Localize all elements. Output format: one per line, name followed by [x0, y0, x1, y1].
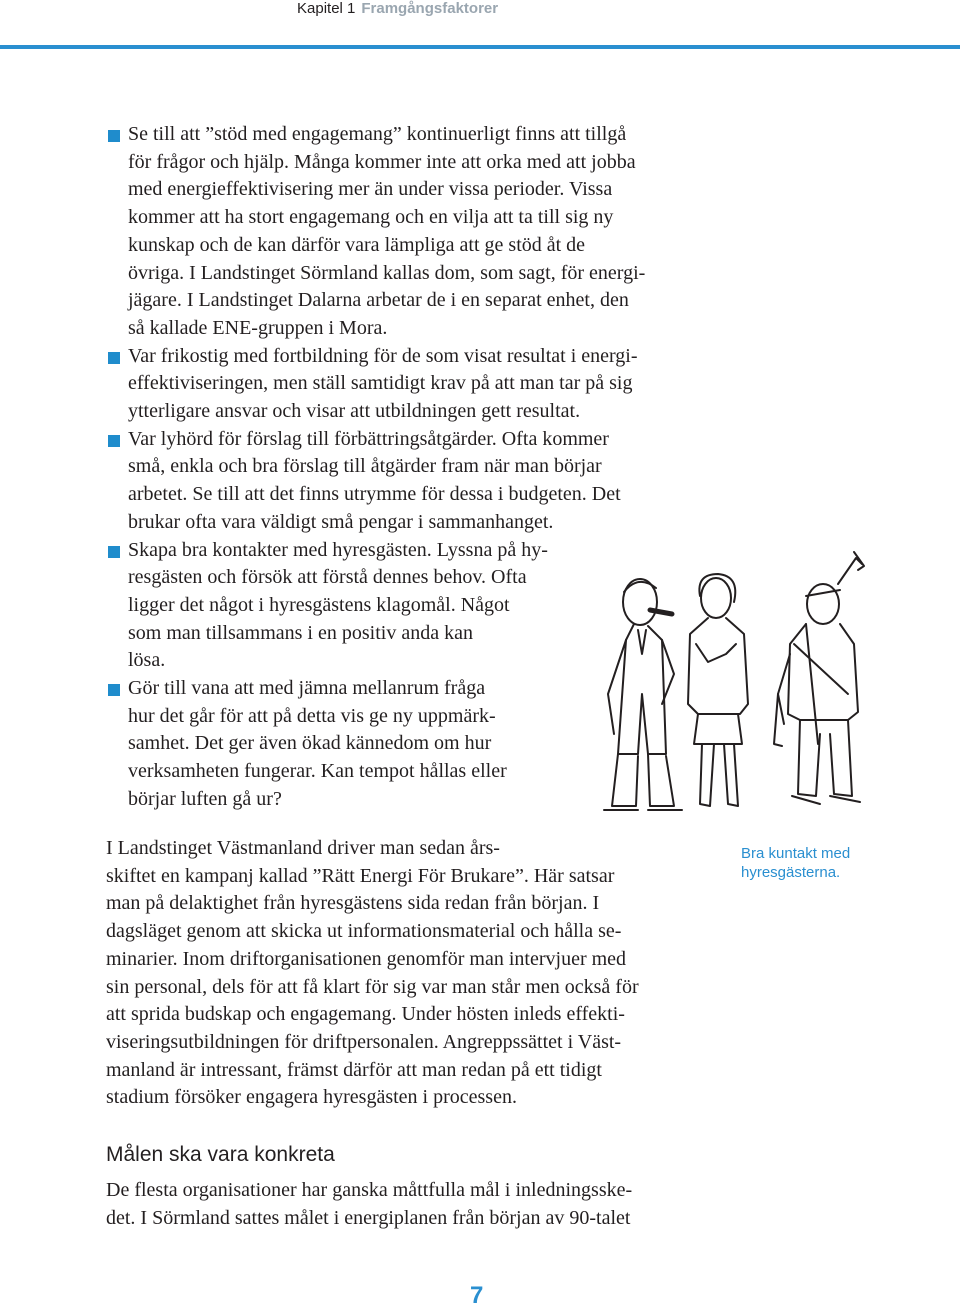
body-paragraph	[106, 835, 726, 1112]
bullet-item	[106, 343, 726, 426]
bullet-text: Skapa bra kontakter med hyresgästen. Lyssna på hy- resgästen och försök att förstå dennes behov. Ofta ligger det något i hyresgästens klagomål. Något som man tillsammans i en positiv anda kan lösa.	[128, 538, 548, 672]
bullet-text: Se till att ”stöd med engagemang” kontinuerligt finns att tillgå för frågor och hjälp. Många kommer inte att orka med att jobba med energieffektivisering mer än under vissa perioder. Vissa kommer att ha stort engagemang och en vilja att ta till sig ny kunskap och de kan därför vara lämpliga att ge stöd åt de övriga. I Landstinget Sörmland kallas dom, som sagt, för energi- jägare. I Landstinget Dalarna arbetar de i en separat enhet, den så kallade ENE-gruppen i Mora.	[128, 123, 646, 339]
bullet-square-icon	[108, 546, 120, 558]
bullet-text: Var lyhörd för förslag till förbättringsåtgärder. Ofta kommer små, enkla och bra förslag till åtgärder fram när man börjar arbetet. Se till att det finns utrymme för dessa i budgeten. Det brukar ofta vara väldigt små pengar i sammanhanget.	[128, 427, 621, 533]
section-heading: Målen ska vara konkreta	[106, 1143, 335, 1166]
page-number: 7	[470, 1282, 484, 1309]
bullet-item	[106, 121, 726, 343]
body-paragraph-2	[106, 1177, 726, 1232]
running-header	[297, 0, 498, 22]
bullet-square-icon	[108, 435, 120, 447]
bullet-square-icon	[108, 352, 120, 364]
chapter-label: Kapitel 1	[297, 0, 356, 17]
paragraph-text: I Landstinget Västmanland driver man sedan års- skiftet en kampanj kallad ”Rätt Energi För Brukare”. Här satsar man på delaktighet från hyresgästens sida redan från början. I dagsläget genom att skicka ut informationsmaterial och hålla se- minarier. Inom driftorganisationen genomför man intervjuer med sin personal, dels för att få klart för sig var man står men också för att sprida budskap och engagemang. Under hösten inleds effekti- viseringsutbildningen för driftpersonalen. Angreppssättet i Väst- manland är intressant, främst därför att man redan på ett tidigt stadium försöker engagera hyresgästen i processen.	[106, 837, 639, 1109]
illustration-caption: Bra kuntakt med hyresgästerna.	[741, 845, 851, 881]
bullet-square-icon	[108, 130, 120, 142]
bullet-item	[106, 426, 726, 537]
section-label: Framgångsfaktorer	[361, 0, 499, 17]
bullet-text: Gör till vana att med jämna mellanrum fråga hur det går för att på detta vis ge ny uppmärk- samhet. Det ger även ökad kännedom om hur verksamheten fungerar. Kan tempot hållas eller börjar luften gå ur?	[128, 677, 507, 810]
bullet-text: Var frikostig med fortbildning för de som visat resultat i energi- effektiviseringen, men ställ samtidigt krav på att man tar på sig ytterligare ansvar och visar att utbildningen gett resultat.	[128, 344, 638, 423]
bullet-square-icon	[108, 684, 120, 696]
cartoon-people-icon	[578, 544, 878, 834]
header-divider	[0, 45, 960, 49]
paragraph-text: De flesta organisationer har ganska måttfulla mål i inledningsske- det. I Sörmland sattes målet i energiplanen från början av 90-talet	[106, 1179, 633, 1229]
